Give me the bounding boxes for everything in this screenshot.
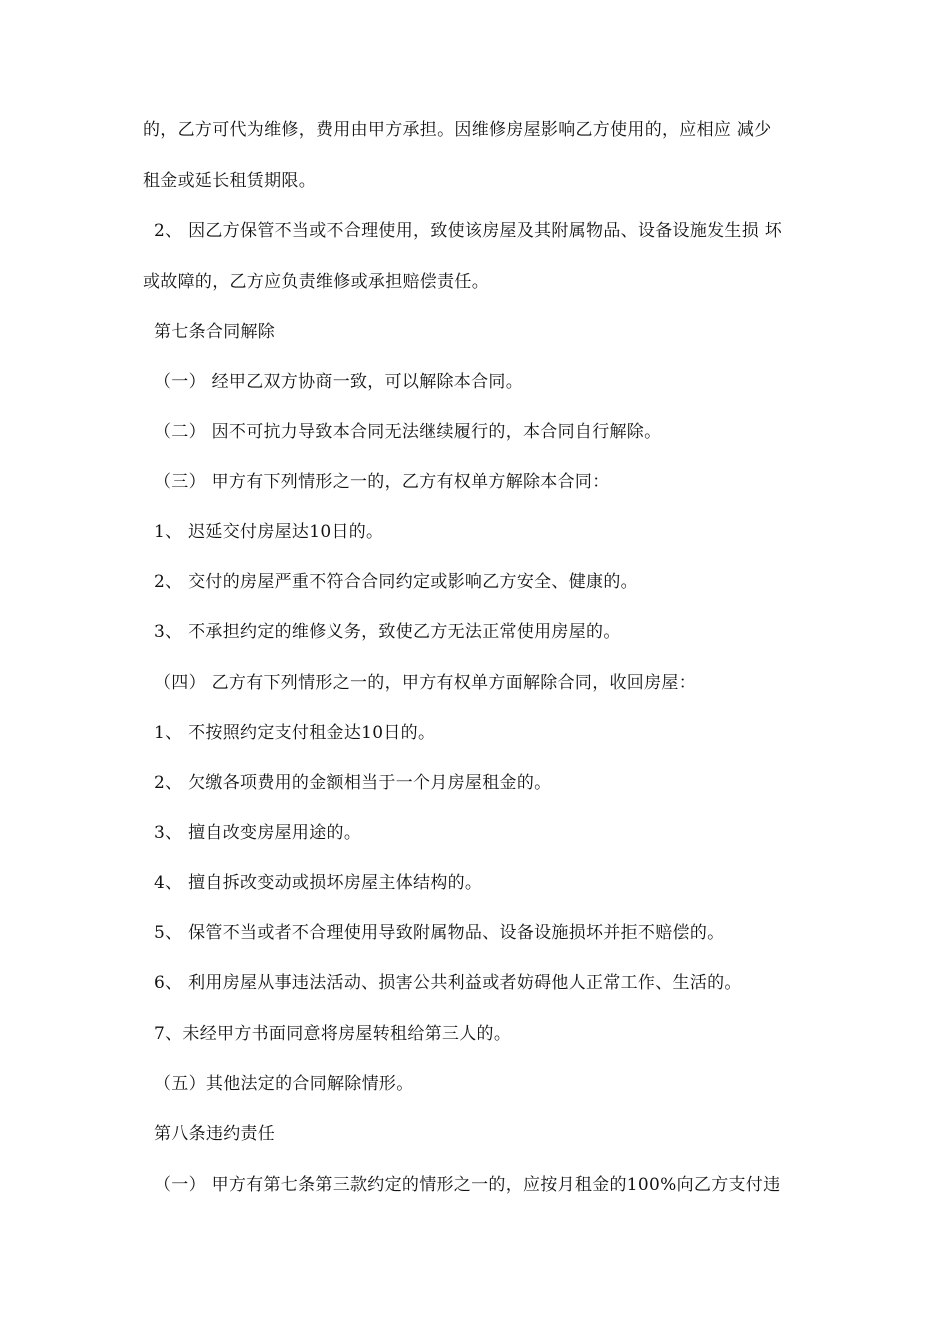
paragraph-line: （二） 因不可抗力导致本合同无法继续履行的，本合同自行解除。	[154, 422, 662, 442]
list-item: 3、 擅自改变房屋用途的。	[154, 823, 362, 843]
list-item: 5、 保管不当或者不合理使用导致附属物品、设备设施损坏并拒不赔偿的。	[154, 923, 725, 943]
section-heading: 第七条合同解除	[154, 322, 276, 342]
paragraph-line: （三） 甲方有下列情形之一的，乙方有权单方解除本合同：	[154, 472, 610, 492]
list-item: 2、 欠缴各项费用的金额相当于一个月房屋租金的。	[154, 773, 552, 793]
list-item: 7、未经甲方书面同意将房屋转租给第三人的。	[154, 1024, 512, 1044]
list-item: 4、 擅自拆改变动或损坏房屋主体结构的。	[154, 873, 483, 893]
list-item: 1、 不按照约定支付租金达10日的。	[154, 723, 436, 743]
section-heading: 第八条违约责任	[154, 1124, 276, 1144]
paragraph-line: （一） 经甲乙双方协商一致，可以解除本合同。	[154, 372, 524, 392]
paragraph-line: （五）其他法定的合同解除情形。	[154, 1074, 414, 1094]
list-item: 2、 交付的房屋严重不符合合同约定或影响乙方安全、健康的。	[154, 572, 638, 592]
list-item: 1、 迟延交付房屋达10日的。	[154, 522, 384, 542]
paragraph-line: （四） 乙方有下列情形之一的，甲方有权单方面解除合同，收回房屋：	[154, 673, 697, 693]
paragraph-line: 或故障的，乙方应负责维修或承担赔偿责任。	[143, 272, 489, 292]
paragraph-line: （一） 甲方有第七条第三款约定的情形之一的，应按月租金的100%向乙方支付违	[154, 1175, 781, 1195]
paragraph-line: 的，乙方可代为维修，费用由甲方承担。因维修房屋影响乙方使用的，应相应 减少	[143, 120, 772, 140]
list-item: 6、 利用房屋从事违法活动、损害公共利益或者妨碍他人正常工作、生活的。	[154, 973, 742, 993]
list-item: 3、 不承担约定的维修义务，致使乙方无法正常使用房屋的。	[154, 622, 621, 642]
paragraph-line: 2、 因乙方保管不当或不合理使用，致使该房屋及其附属物品、设备设施发生损 坏	[154, 221, 783, 241]
paragraph-line: 租金或延长租赁期限。	[143, 171, 316, 191]
